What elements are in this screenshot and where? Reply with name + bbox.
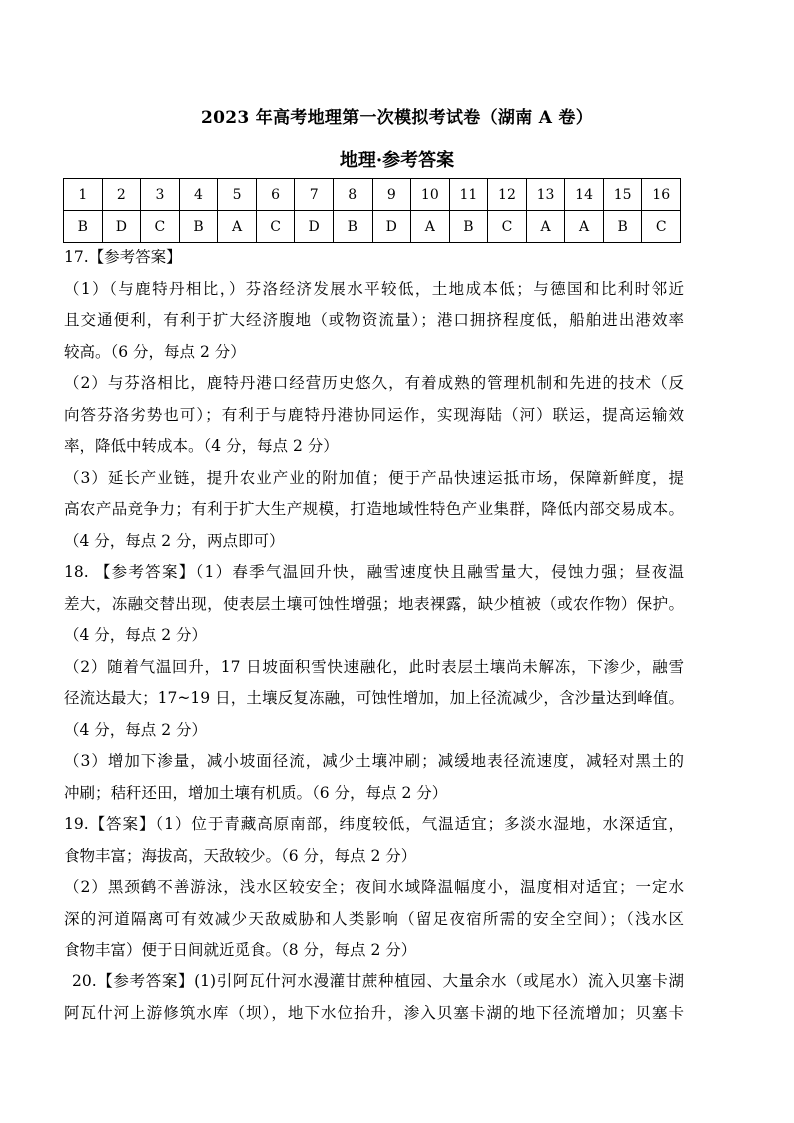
question-number-cell: 16 [642, 179, 681, 211]
answer-cell: A [526, 211, 565, 243]
q18-block [64, 557, 684, 809]
answer-cell: C [256, 211, 295, 243]
question-number-cell: 6 [256, 179, 295, 211]
q19-answer-1-line: 食物丰富；海拔高，天敌较少。（6 分，每点 2 分） [64, 846, 417, 865]
answer-cell: A [565, 211, 604, 243]
question-number-cell: 8 [333, 179, 372, 211]
q17-answer-2-line: （2）与芬洛相比，鹿特丹港口经营历史悠久，有着成熟的管理机制和先进的技术（反 [64, 374, 684, 392]
q18-answer-3-line: 冲刷；秸秆还田，增加土壤有机质。（6 分，每点 2 分） [64, 783, 448, 802]
q19-answer-1-line: 19.【答案】（1）位于青藏高原南部，纬度较低，气温适宜；多淡水湿地，水深适宜， [64, 815, 684, 833]
answer-cell: C [141, 211, 180, 243]
question-number-cell: 14 [565, 179, 604, 211]
answer-cell: B [179, 211, 218, 243]
answer-cell: D [102, 211, 141, 243]
answer-table-answer-row [64, 211, 681, 243]
q19-heading: 19.【答案】 [64, 815, 156, 833]
answer-cell: C [488, 211, 527, 243]
q20-answer-1-line: 阿瓦什河上游修筑水库（坝），地下水位抬升，渗入贝塞卡湖的地下径流增加；贝塞卡 [64, 1003, 684, 1022]
question-number-cell: 10 [411, 179, 450, 211]
q18-answer-2-line: （2）随着气温回升，17 日坡面积雪快速融化，此时表层土壤尚未解冻，下渗少，融雪 [64, 657, 684, 676]
question-number-cell: 3 [141, 179, 180, 211]
q17-answer-3-line: （3）延长产业链，提升农业产业的附加值；便于产品快速运抵市场，保障新鲜度，提 [64, 468, 684, 487]
q20-heading: 20.【参考答案】 [72, 972, 195, 990]
q20-answer-1-line: 20.【参考答案】(1)引阿瓦什河水漫灌甘蔗种植园、大量余水（或尾水）流入贝塞卡湖 [72, 972, 684, 990]
question-number-cell: 9 [372, 179, 411, 211]
q17-answer-1-line: 且交通便利，有利于扩大经济腹地（或物资流量）；港口拥挤程度低，船舶进出港效率 [64, 311, 684, 329]
question-number-cell: 1 [64, 179, 103, 211]
question-number-cell: 5 [218, 179, 257, 211]
answer-cell: D [372, 211, 411, 243]
q17-answer-2-line: 率，降低中转成本。（4 分，每点 2 分） [64, 437, 339, 455]
q18-heading: 18. 【参考答案】 [64, 563, 196, 581]
q19-block [64, 809, 684, 967]
q17-answer-3-line: 高农产品竞争力；有利于扩大生产规模，打造地域性特色产业集群，降低内部交易成本。 [64, 500, 684, 518]
question-number-cell: 11 [449, 179, 488, 211]
answer-table-number-row [64, 179, 681, 211]
answer-cell: B [333, 211, 372, 243]
q17-heading: 17.【参考答案】 [64, 248, 182, 266]
q18-answer-1-line: 18. 【参考答案】（1）春季气温回升快，融雪速度快且融雪量大，侵蚀力强；昼夜温 [64, 563, 684, 581]
page-title: 2023 年高考地理第一次模拟考试卷（湖南 A 卷） [200, 108, 594, 128]
question-number-cell: 7 [295, 179, 334, 211]
question-number-cell: 12 [488, 179, 527, 211]
answer-cell: A [411, 211, 450, 243]
q19-answer-2-line: 食物丰富）便于日间就近觅食。（8 分，每点 2 分） [64, 941, 417, 959]
q17-answer-3-line: （4 分，每点 2 分，两点即可） [64, 531, 285, 550]
answer-cell: D [295, 211, 334, 243]
q19-answer-2-line: 深的河道隔离可有效减少天敌威胁和人类影响（留足夜宿所需的安全空间）；（浅水区 [64, 909, 684, 928]
question-number-cell: 13 [526, 179, 565, 211]
answer-cell: B [603, 211, 642, 243]
q17-answer-2-line: 向答芬洛劣势也可）；有利于与鹿特丹港协同运作，实现海陆（河）联运，提高运输效 [64, 405, 684, 424]
q17-answer-1-line: 较高。（6 分，每点 2 分） [64, 342, 246, 361]
answer-table [63, 178, 681, 243]
q18-answer-2-line: 径流达最大；17~19 日，土壤反复冻融，可蚀性增加，加上径流减少，含沙量达到峰值。 [64, 689, 684, 707]
q17-answer-1-line: （1）（与鹿特丹相比，）芬洛经济发展水平较低，土地成本低；与德国和比利时邻近 [64, 279, 684, 298]
q18-answer-1-line: （4 分，每点 2 分） [64, 626, 208, 644]
q18-answer-3-line: （3）增加下渗量，减小坡面径流，减少土壤冲刷；减缓地表径流速度，减轻对黑土的 [64, 752, 684, 770]
answer-cell: B [64, 211, 103, 243]
q19-answer-2-line: （2）黑颈鹤不善游泳，浅水区较安全；夜间水域降温幅度小，温度相对适宜；一定水 [64, 878, 684, 896]
question-number-cell: 15 [603, 179, 642, 211]
page-subtitle: 地理·参考答案 [339, 150, 455, 171]
q17-block [64, 242, 684, 557]
q20-block [64, 966, 684, 1029]
answer-cell: C [642, 211, 681, 243]
question-number-cell: 4 [179, 179, 218, 211]
q18-answer-2-line: （4 分，每点 2 分） [64, 720, 208, 739]
answer-cell: A [218, 211, 257, 243]
answer-cell: B [449, 211, 488, 243]
question-number-cell: 2 [102, 179, 141, 211]
q18-answer-1-line: 差大，冻融交替出现，使表层土壤可蚀性增强；地表裸露，缺少植被（或农作物）保护。 [64, 594, 684, 613]
